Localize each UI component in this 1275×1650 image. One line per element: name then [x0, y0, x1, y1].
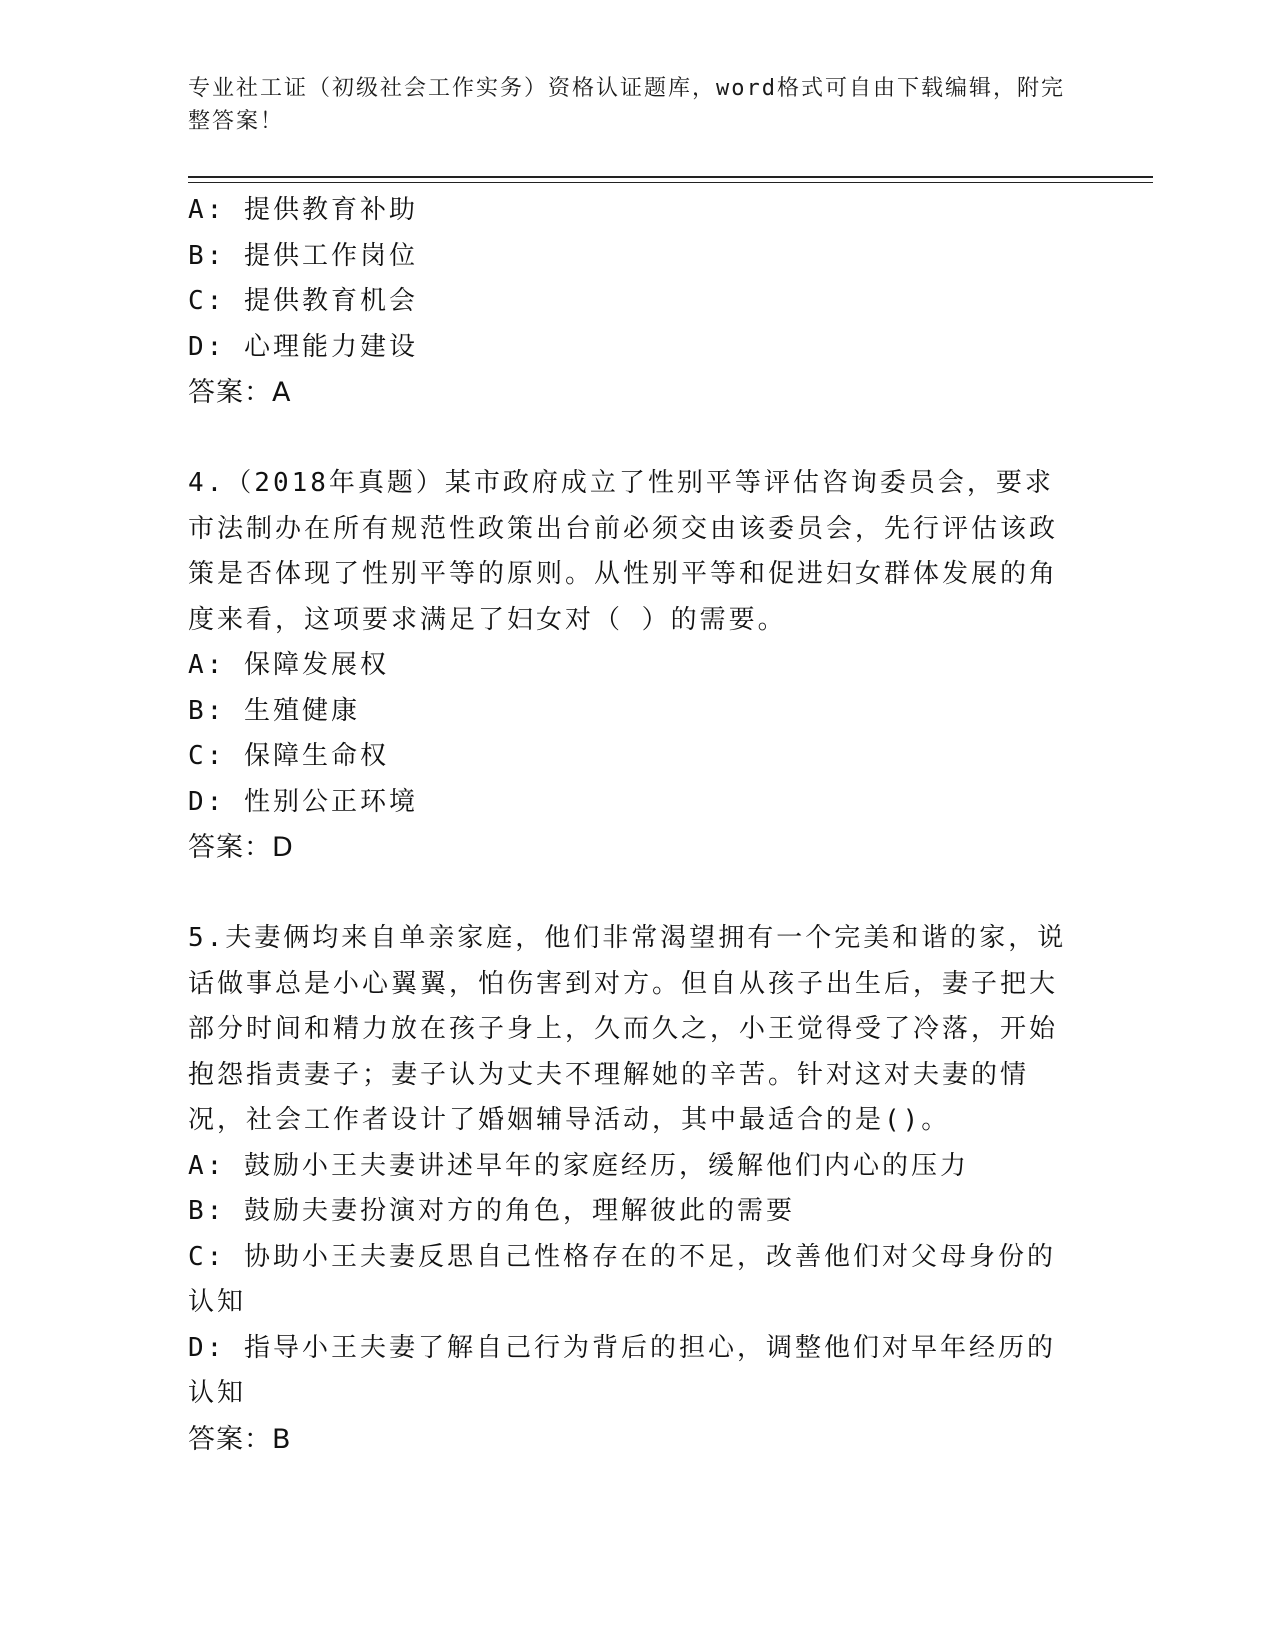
answer-line: 答案：A [188, 377, 292, 408]
answer-line: 答案：D [188, 832, 294, 863]
question-3-tail [188, 188, 1068, 416]
option-d: D: 性别公正环境 [188, 786, 418, 817]
question-4 [188, 461, 1068, 871]
answer-line: 答案：B [188, 1423, 292, 1455]
option-a: A: 提供教育补助 [188, 195, 418, 225]
header-divider [188, 176, 1153, 178]
header-divider-thin [188, 182, 1153, 183]
option-c: C: 协助小王夫妻反思自己性格存在的不足，改善他们对父母身份的认知 [188, 1241, 1056, 1317]
option-b: B: 生殖健康 [188, 695, 360, 726]
spacer [188, 871, 1068, 917]
question-stem: 5.夫妻俩均来自单亲家庭，他们非常渴望拥有一个完美和谐的家，说话做事总是小心翼翼，怕伤害到对方。但自从孩子出生后，妻子把大部分时间和精力放在孩子身上，久而久之，小王觉得受了冷落，开始抱怨指责妻子；妻子认为丈夫不理解她的辛苦。针对这对夫妻的情况，社会工作者设计了婚姻辅导活动，其中最适合的是()。 [188, 923, 1067, 1135]
document-header: 专业社工证（初级社会工作实务）资格认证题库，word格式可自由下载编辑，附完整答案！ [188, 76, 1065, 134]
option-b: B: 提供工作岗位 [188, 240, 418, 271]
option-b: B: 鼓励夫妻扮演对方的角色，理解彼此的需要 [188, 1196, 795, 1226]
option-a: A: 保障发展权 [188, 650, 389, 680]
option-c: C: 保障生命权 [188, 741, 389, 771]
option-d: D: 指导小王夫妻了解自己行为背后的担心，调整他们对早年经历的认知 [188, 1332, 1056, 1408]
option-c: C: 提供教育机会 [188, 286, 418, 316]
question-stem: 4.（2018年真题）某市政府成立了性别平等评估咨询委员会，要求市法制办在所有规范性政策出台前必须交由该委员会，先行评估该政策是否体现了性别平等的原则。从性别平等和促进妇女群体发展的角度来看，这项要求满足了妇女对（ ）的需要。 [188, 468, 1059, 635]
option-d: D: 心理能力建设 [188, 331, 418, 362]
document-body [188, 188, 1068, 1462]
option-a: A: 鼓励小王夫妻讲述早年的家庭经历，缓解他们内心的压力 [188, 1150, 969, 1181]
question-5 [188, 916, 1068, 1462]
spacer [188, 416, 1068, 462]
